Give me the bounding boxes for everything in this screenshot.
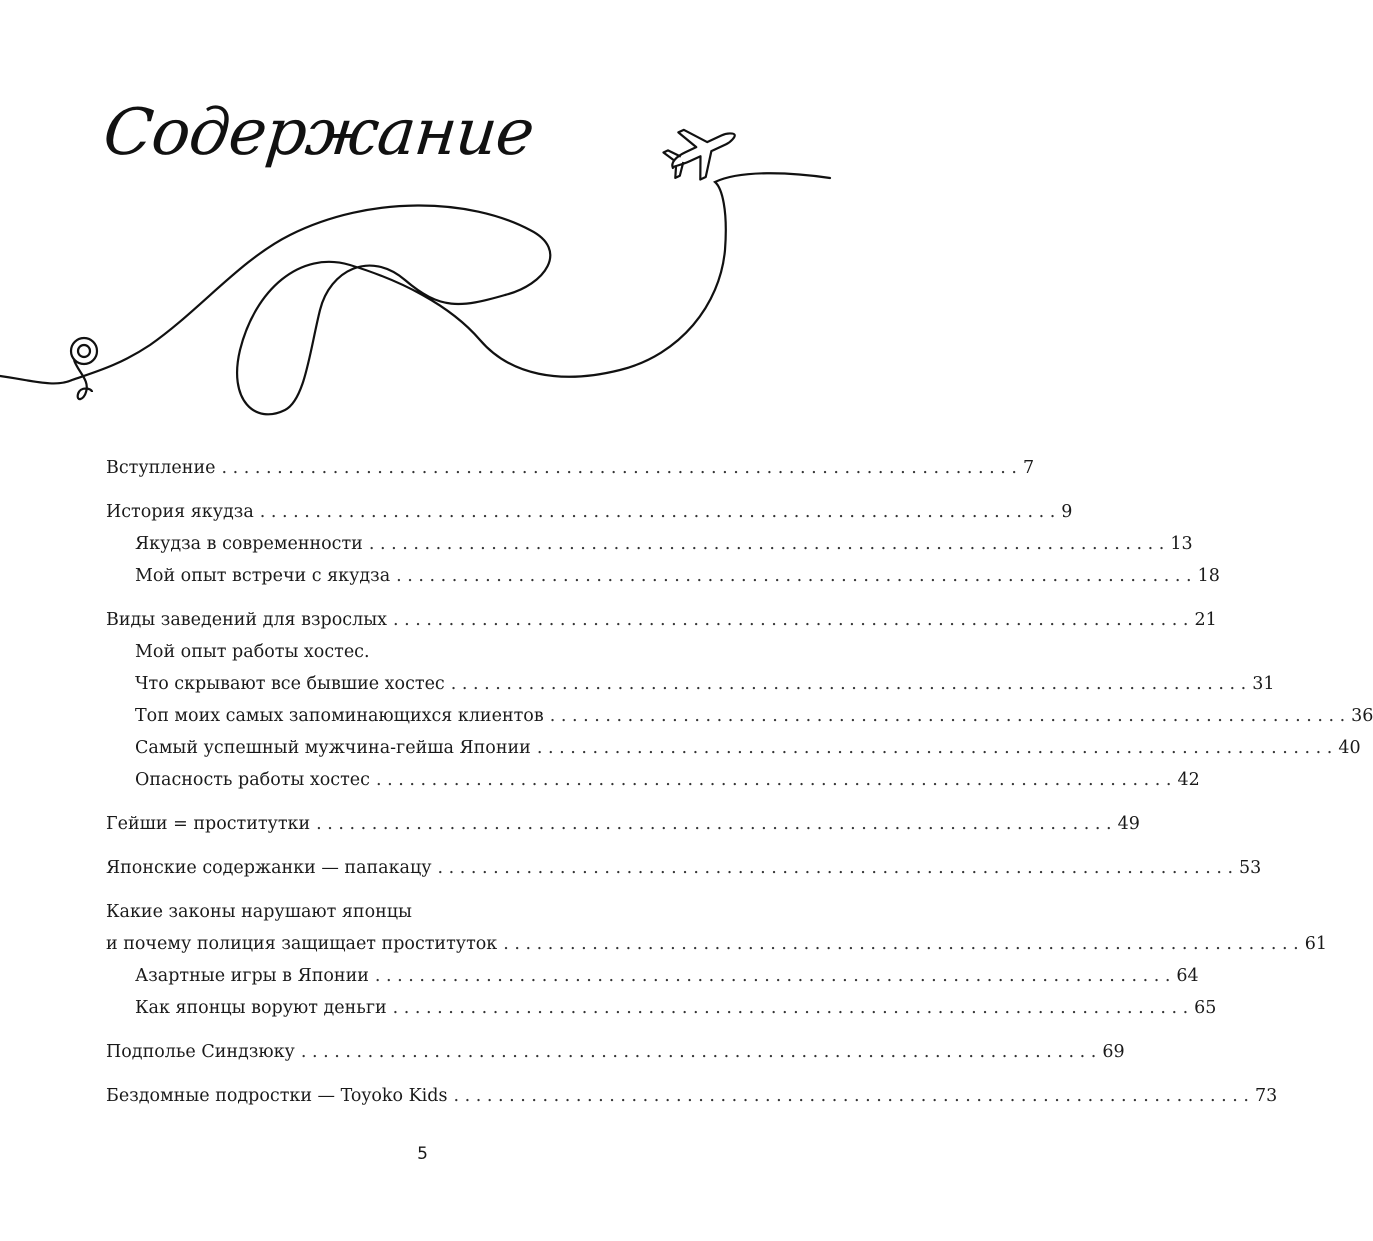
dot-leader <box>393 604 1188 636</box>
toc-page-number: 40 <box>1338 738 1361 758</box>
toc-page-number: 61 <box>1304 934 1327 954</box>
toc-entry-title: История якудза <box>106 502 254 522</box>
dot-leader <box>393 992 1188 1024</box>
toc-page-number: 64 <box>1176 966 1199 986</box>
dot-leader <box>537 732 1332 764</box>
toc-page-number: 69 <box>1102 1042 1125 1062</box>
dot-leader <box>453 1080 1248 1112</box>
dot-leader <box>550 700 1345 732</box>
toc-subentry[interactable] <box>106 636 1275 700</box>
toc-page-number: 42 <box>1177 770 1200 790</box>
toc-page-number: 65 <box>1194 998 1217 1018</box>
toc-subentry[interactable] <box>106 732 1361 764</box>
toc-entry-title: Азартные игры в Японии <box>135 966 369 986</box>
dot-leader <box>369 528 1164 560</box>
toc-entry[interactable] <box>106 1036 1125 1068</box>
toc-page-number: 49 <box>1117 814 1140 834</box>
toc-entry-title: Мой опыт встречи с якудза <box>135 566 391 586</box>
toc-page-number: 53 <box>1239 858 1262 878</box>
toc-page-number: 18 <box>1197 566 1220 586</box>
dot-leader <box>438 852 1233 884</box>
flight-path-line <box>0 173 830 414</box>
toc-page-number: 73 <box>1254 1086 1278 1106</box>
toc-entry-title: Гейши = проститутки <box>106 814 311 834</box>
dot-leader <box>451 668 1246 700</box>
toc-page-number: 31 <box>1252 674 1275 694</box>
toc-entry[interactable] <box>106 808 1140 840</box>
dot-leader <box>221 452 1016 484</box>
toc-subentry[interactable] <box>106 764 1200 796</box>
toc-page-number: 13 <box>1170 534 1193 554</box>
toc-page-number: 9 <box>1061 502 1073 522</box>
dot-leader <box>301 1036 1096 1068</box>
table-of-contents <box>106 452 1373 1112</box>
toc-entry-title: Бездомные подростки — Toyoko Kids <box>106 1086 448 1106</box>
dot-leader <box>376 764 1171 796</box>
page-number: 5 <box>417 1144 428 1164</box>
toc-entry-title: Вступление <box>106 458 216 478</box>
toc-entry[interactable] <box>106 604 1217 636</box>
dot-leader <box>503 928 1298 960</box>
page-title: Содержание <box>100 96 537 170</box>
toc-entry-title: Подполье Синдзюку <box>106 1042 295 1062</box>
toc-page-number: 21 <box>1194 610 1217 630</box>
toc-subentry[interactable] <box>106 960 1199 992</box>
toc-subentry[interactable] <box>106 992 1217 1024</box>
toc-entry-title: Самый успешный мужчина-гейша Японии <box>135 738 531 758</box>
toc-entry-title: и почему полиция защищает проституток <box>106 934 498 954</box>
dot-leader <box>396 560 1191 592</box>
dot-leader <box>375 960 1170 992</box>
toc-entry-title: Опасность работы хостес <box>135 770 370 790</box>
toc-entry-title: Какие законы нарушают японцы <box>106 902 412 922</box>
dot-leader <box>316 808 1111 840</box>
toc-page-number: 7 <box>1022 458 1035 478</box>
toc-entry-title: Как японцы воруют деньги <box>135 998 387 1018</box>
toc-subentry[interactable] <box>106 560 1220 592</box>
toc-entry-title: Топ моих самых запоминающихся клиентов <box>135 706 544 726</box>
toc-entry-title: Японские содержанки — папакацу <box>106 858 432 878</box>
toc-entry[interactable] <box>106 452 1035 484</box>
toc-entry[interactable] <box>106 1080 1278 1112</box>
toc-entry-title: Виды заведений для взрослых <box>106 610 388 630</box>
location-pin-icon <box>71 338 97 399</box>
toc-entry-title: Мой опыт работы хостес. <box>135 642 370 662</box>
toc-entry-title: Якудза в современности <box>135 534 363 554</box>
toc-entry[interactable] <box>106 852 1262 884</box>
toc-entry[interactable] <box>106 496 1073 528</box>
toc-page-number: 36 <box>1351 706 1373 726</box>
toc-entry[interactable] <box>106 896 1327 960</box>
toc-subentry[interactable] <box>106 528 1193 560</box>
toc-subentry[interactable] <box>106 700 1373 732</box>
flight-route-illustration <box>0 110 845 420</box>
toc-entry-title: Что скрывают все бывшие хостес <box>135 674 445 694</box>
dot-leader <box>260 496 1055 528</box>
